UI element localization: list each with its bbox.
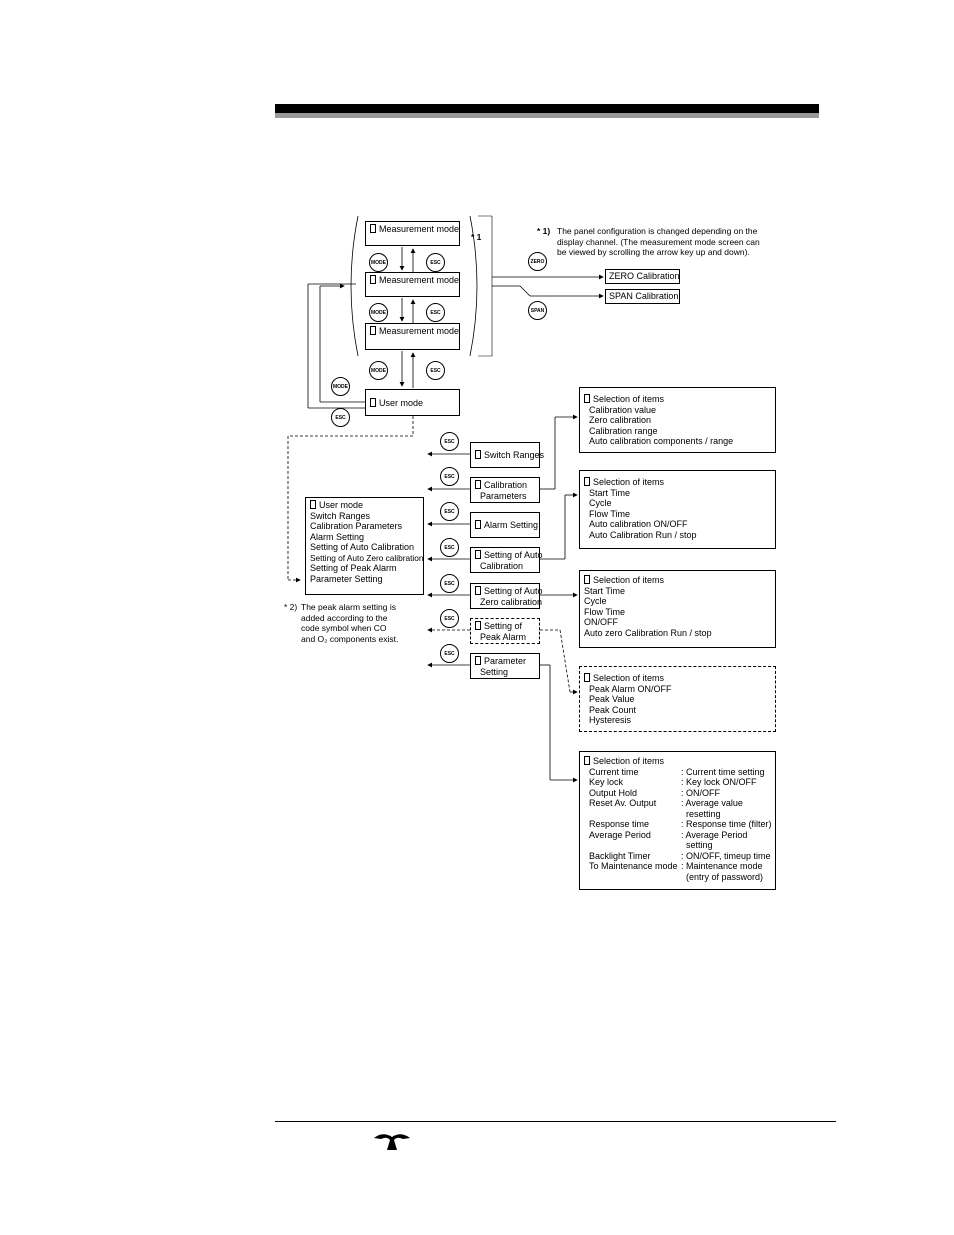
param-name: Key lock bbox=[589, 777, 624, 787]
esc-key-icon: ESC bbox=[440, 609, 459, 628]
calibration-items-box bbox=[579, 387, 776, 453]
esc-key-icon: ESC bbox=[440, 644, 459, 663]
detail-item: Flow Time bbox=[584, 606, 626, 617]
param-desc: : ON/OFF, timeup time bbox=[681, 850, 771, 861]
sub-box-label: Calibration bbox=[480, 560, 524, 571]
note1-line: display channel. (The measurement mode screen can bbox=[557, 236, 760, 247]
param-desc: : ON/OFF bbox=[681, 787, 720, 798]
esc-key-icon: ESC bbox=[331, 408, 350, 427]
detail-item: Hysteresis bbox=[589, 715, 632, 725]
detail-title: Selection of items bbox=[593, 756, 665, 766]
measurement-mode-label: Measurement mode bbox=[379, 326, 460, 336]
cursor-icon bbox=[370, 224, 376, 233]
switch-ranges-box bbox=[470, 442, 545, 468]
param-name: Reset Av. Output bbox=[589, 798, 657, 808]
esc-key-icon: ESC bbox=[440, 467, 459, 486]
user-mode-label: User mode bbox=[379, 398, 424, 408]
detail-title: Selection of items bbox=[593, 575, 665, 585]
esc-key-icon: ESC bbox=[440, 574, 459, 593]
sub-box-label: Switch Ranges bbox=[484, 450, 545, 460]
auto-calibration-box bbox=[470, 547, 543, 573]
detail-title: Selection of items bbox=[593, 394, 665, 404]
param-desc: : Key lock ON/OFF bbox=[681, 777, 757, 787]
footer-rule bbox=[275, 1121, 836, 1122]
param-desc: : Current time setting bbox=[681, 766, 765, 777]
esc-key-icon: ESC bbox=[426, 361, 445, 380]
detail-title: Selection of items bbox=[593, 477, 665, 487]
measurement-mode-box-3 bbox=[365, 323, 460, 350]
detail-item: Auto calibration ON/OFF bbox=[589, 519, 688, 529]
cursor-icon bbox=[475, 656, 481, 665]
param-name: Backlight Timer bbox=[589, 850, 651, 861]
param-desc: : Response time (filter) bbox=[681, 819, 772, 829]
cursor-icon bbox=[370, 275, 376, 284]
menu-title: User mode bbox=[319, 500, 364, 510]
esc-key-icon: ESC bbox=[440, 538, 459, 557]
menu-item: Calibration Parameters bbox=[310, 521, 403, 531]
detail-title: Selection of items bbox=[593, 673, 665, 683]
cursor-icon bbox=[584, 477, 590, 486]
esc-key-icon: ESC bbox=[440, 502, 459, 521]
param-desc: (entry of password) bbox=[681, 871, 764, 882]
company-logo-icon bbox=[373, 1131, 411, 1151]
detail-item: Start Time bbox=[584, 585, 626, 596]
mode-key-icon: MODE bbox=[331, 377, 350, 396]
detail-item: Peak Value bbox=[589, 694, 635, 704]
detail-item: ON/OFF bbox=[584, 617, 618, 627]
param-name: Average Period bbox=[589, 829, 651, 840]
cursor-icon bbox=[584, 575, 590, 584]
user-mode-menu bbox=[305, 497, 424, 595]
param-desc: : Average value bbox=[681, 798, 743, 808]
note2 bbox=[284, 602, 398, 644]
esc-key-icon: ESC bbox=[440, 432, 459, 451]
detail-item: Calibration range bbox=[589, 425, 658, 436]
note2-line: The peak alarm setting is bbox=[301, 602, 396, 612]
detail-item: Auto calibration components / range bbox=[589, 436, 734, 446]
param-desc: : Average Period bbox=[681, 829, 748, 840]
cursor-icon bbox=[584, 673, 590, 682]
calibration-parameters-box bbox=[470, 477, 540, 503]
sub-box-label: Calibration bbox=[484, 480, 528, 490]
mode-key-icon: MODE bbox=[369, 361, 388, 380]
menu-item: Alarm Setting bbox=[310, 531, 365, 542]
detail-item: Calibration value bbox=[589, 404, 657, 415]
peak-alarm-box bbox=[470, 618, 540, 644]
menu-item: Switch Ranges bbox=[310, 510, 371, 521]
parameter-items-box bbox=[579, 751, 776, 890]
measurement-mode-box-1 bbox=[365, 221, 460, 246]
detail-item: Cycle bbox=[584, 596, 607, 606]
param-name: Output Hold bbox=[589, 787, 638, 798]
cursor-icon bbox=[370, 398, 376, 407]
menu-item: Parameter Setting bbox=[310, 573, 383, 584]
measurement-mode-label: Measurement mode bbox=[379, 224, 460, 234]
sub-box-label: Setting of Auto bbox=[484, 586, 543, 596]
mode-key-icon: MODE bbox=[369, 303, 388, 322]
alarm-setting-box bbox=[470, 512, 540, 538]
menu-item: Setting of Auto Zero calibration bbox=[310, 552, 424, 563]
note1-line: be viewed by scrolling the arrow key up and down). bbox=[557, 247, 750, 257]
mode-key-icon: MODE bbox=[369, 253, 388, 272]
zero-calibration-box: ZERO Calibration bbox=[605, 269, 680, 284]
detail-item: Cycle bbox=[589, 498, 612, 508]
param-desc: : Maintenance mode bbox=[681, 861, 763, 871]
parameter-setting-box bbox=[470, 653, 540, 679]
detail-item: Auto Calibration Run / stop bbox=[589, 529, 697, 540]
esc-key-icon: ESC bbox=[426, 303, 445, 322]
cursor-icon bbox=[310, 500, 316, 509]
sub-box-label: Setting of bbox=[484, 621, 523, 631]
cursor-icon bbox=[475, 480, 481, 489]
span-calibration-box: SPAN Calibration bbox=[605, 289, 680, 304]
param-name: Current time bbox=[589, 766, 639, 777]
cursor-icon bbox=[475, 450, 481, 459]
param-desc: resetting bbox=[681, 808, 721, 819]
span-key-icon: SPAN bbox=[528, 301, 547, 320]
note1-label: * 1) bbox=[537, 226, 551, 236]
param-name: Response time bbox=[589, 819, 650, 829]
note2-line: code symbol when CO bbox=[301, 623, 387, 633]
auto-calibration-items-box bbox=[579, 470, 776, 549]
detail-item: Peak Count bbox=[589, 704, 637, 715]
note1 bbox=[537, 226, 760, 258]
detail-item: Zero calibration bbox=[589, 415, 652, 425]
note1-marker: * 1 bbox=[471, 232, 482, 242]
detail-item: Auto zero Calibration Run / stop bbox=[584, 627, 712, 638]
user-mode-box bbox=[365, 389, 460, 416]
sub-box-label: Peak Alarm bbox=[480, 631, 527, 642]
sub-box-label: Zero calibration bbox=[480, 596, 543, 607]
measurement-mode-box-2 bbox=[365, 272, 460, 297]
auto-zero-items-box bbox=[579, 570, 776, 648]
note1-line: The panel configuration is changed depending on the bbox=[557, 226, 758, 236]
cursor-icon bbox=[370, 326, 376, 335]
sub-box-label: Parameter bbox=[484, 656, 527, 666]
measurement-mode-label: Measurement mode bbox=[379, 275, 460, 285]
param-desc: setting bbox=[681, 840, 713, 850]
cursor-icon bbox=[475, 586, 481, 595]
cursor-icon bbox=[475, 520, 481, 529]
menu-item: Setting of Auto Calibration bbox=[310, 542, 415, 552]
esc-key-icon: ESC bbox=[426, 253, 445, 272]
zero-key-icon: ZERO bbox=[528, 252, 547, 271]
cursor-icon bbox=[475, 621, 481, 630]
sub-box-label: Parameters bbox=[480, 490, 527, 501]
sub-box-label: Alarm Setting bbox=[484, 520, 539, 530]
cursor-icon bbox=[584, 394, 590, 403]
param-name: To Maintenance mode bbox=[589, 861, 678, 871]
detail-item: Peak Alarm ON/OFF bbox=[589, 683, 672, 694]
note2-label: * 2) bbox=[284, 602, 298, 612]
peak-alarm-items-box bbox=[579, 666, 776, 732]
detail-item: Flow Time bbox=[589, 508, 631, 519]
auto-zero-box bbox=[470, 583, 543, 609]
note2-line: added according to the bbox=[301, 612, 388, 623]
sub-box-label: Setting of Auto bbox=[484, 550, 543, 560]
cursor-icon bbox=[475, 550, 481, 559]
note2-line: and O₂ components exist. bbox=[301, 633, 399, 644]
sub-box-label: Setting bbox=[480, 666, 509, 677]
menu-item: Setting of Peak Alarm bbox=[310, 563, 397, 573]
detail-item: Start Time bbox=[589, 487, 631, 498]
cursor-icon bbox=[584, 756, 590, 765]
